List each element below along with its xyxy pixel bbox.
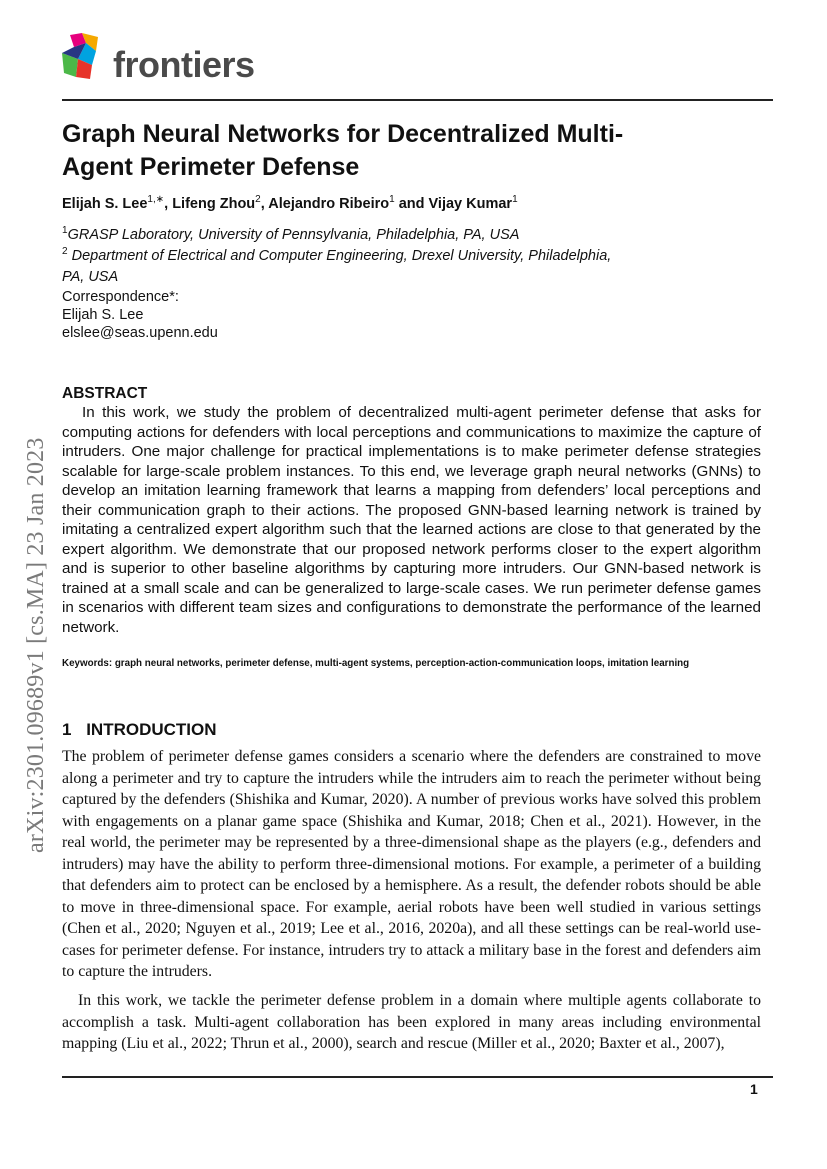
section-title: INTRODUCTION xyxy=(86,720,217,739)
footer-divider xyxy=(62,1076,773,1078)
affiliation-text: GRASP Laboratory, University of Pennsylvania, Philadelphia, PA, USA xyxy=(67,226,520,243)
author-affiliation-mark: 1 xyxy=(389,194,395,205)
keywords-line xyxy=(62,654,761,673)
correspondence-label: Correspondence*: xyxy=(62,289,179,305)
body-paragraph: In this work, we tackle the perimeter defense problem in a domain where multiple agents collaborate to accomplish a task. Multi-agent collaboration has been explored in many areas including environmental mapping (Liu et al., 2022; Thrun et al., 2000), search and rescue (Miller et al., 2020; Baxter et al., 2007), xyxy=(62,992,761,1052)
affiliation-mark: 1 xyxy=(62,225,68,236)
author-affiliation-mark: 2 xyxy=(255,194,261,205)
affiliation-mark: 2 xyxy=(62,246,68,257)
affiliation-text: Department of Electrical and Computer Engineering, Drexel University, Philadelphia, PA, USA xyxy=(62,247,612,285)
page-number: 1 xyxy=(750,1081,758,1097)
correspondence-email[interactable]: elslee@seas.upenn.edu xyxy=(62,325,218,341)
author-name: Alejandro Ribeiro xyxy=(268,195,390,212)
author-separator: , xyxy=(164,195,173,212)
header-divider xyxy=(62,99,773,101)
abstract-heading: ABSTRACT xyxy=(62,385,148,402)
author-separator: and xyxy=(394,195,429,212)
correspondence-name: Elijah S. Lee xyxy=(62,307,144,323)
keywords-label: Keywords: xyxy=(62,658,113,669)
abstract-text: In this work, we study the problem of decentralized multi-agent perimeter defense that asks for computing actions for defenders with local perceptions and communications to maximize the capture of intruders. One major challenge for practical implementations is to make perimeter defense strategies scalable for large-scale problem instances. To this end, we leverage graph neural networks (GNNs) to develop an imitation learning framework that learns a mapping from defenders’ local perceptions and their communication graph to their actions. The proposed GNN-based learning network is trained by imitating a centralized expert algorithm such that the learned actions are close to that generated by the expert algorithm. We demonstrate that our proposed network performs closer to the expert algorithm and is superior to other baseline algorithms by capturing more intruders. Our GNN-based network is trained at a small scale and can be generalized to large-scale cases. We run perimeter defense games in scenarios with different team sizes and configurations to demonstrate the performance of the learned network. xyxy=(62,404,761,636)
arxiv-identifier-stamp: arXiv:2301.09689v1 [cs.MA] 23 Jan 2023 xyxy=(23,437,49,853)
author-name: Lifeng Zhou xyxy=(172,195,256,212)
paper-title: Graph Neural Networks for Decentralized Multi-Agent Perimeter Defense xyxy=(62,120,624,181)
author-name: Elijah S. Lee xyxy=(62,195,148,212)
author-separator: , xyxy=(260,195,269,212)
brand-wordmark: frontiers xyxy=(113,44,255,85)
author-affiliation-mark: 1 xyxy=(512,194,518,205)
author-affiliation-mark: 1,∗ xyxy=(147,194,165,205)
author-list xyxy=(62,194,518,212)
correspondence-block xyxy=(62,288,218,342)
section-number: 1 xyxy=(62,720,72,739)
keywords-text: graph neural networks, perimeter defense, multi-agent systems, perception-action-communication loops, imitation learning xyxy=(114,658,690,669)
body-paragraph: The problem of perimeter defense games considers a scenario where the defenders are constrained to move along a perimeter and try to capture the intruders while the intruders aim to reach the perimeter without being captured by the defenders (Shishika and Kumar, 2020). A number of previous works have solved this problem with engagements on a planar game space (Shishika and Kumar, 2018; Chen et al., 2021). However, in the real world, the perimeter may be represented by a three-dimensional shape as the players (e.g., defenders and intruders) may have the ability to perform three-dimensional motions. For example, a perimeter of a building that defenders aim to protect can be enclosed by a hemisphere. As a result, the defender robots should be able to move in three-dimensional space. For example, aerial robots have been well studied in various settings (Chen et al., 2020; Nguyen et al., 2019; Lee et al., 2016, 2020a), and all these settings can be real-world use-cases for perimeter defense. For instance, intruders try to attack a military base in the forest and defenders aim to capture the intruders. xyxy=(62,748,761,980)
section-heading-introduction xyxy=(62,720,217,740)
author-name: Vijay Kumar xyxy=(428,195,513,212)
affiliation-2 xyxy=(62,241,622,288)
